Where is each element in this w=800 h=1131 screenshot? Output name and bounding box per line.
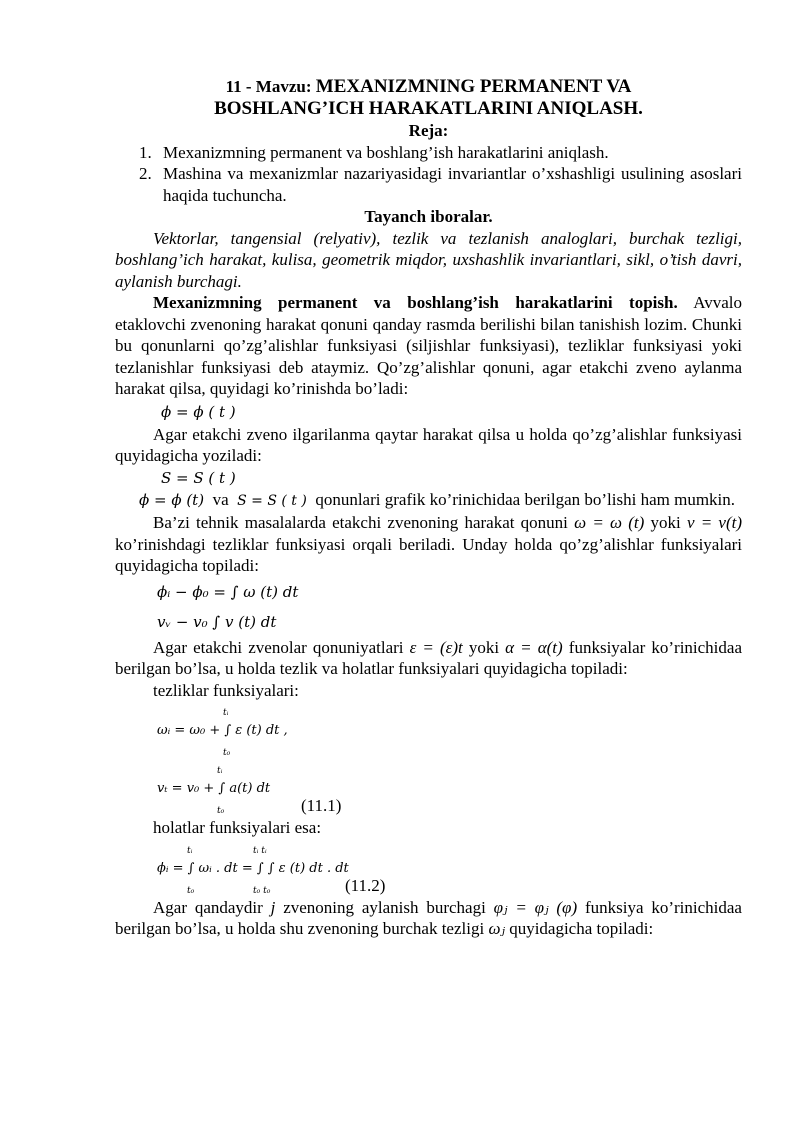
tayanch-keywords: Vektorlar, tangensial (relyativ), tezlik va tezlanish analoglari, burchak tezligi, boshlang’ich harakat, kulisa, geometrik miqdor, uxshashlik invariantlari, sikl, o’tish davri, aylanish burchagi.	[115, 228, 742, 291]
list-number: 2.	[139, 164, 152, 183]
formula-text: ϕᵢ − ϕ₀ = ∫ ω (t) dt	[157, 582, 299, 601]
title-line2: BOSHLANG’ICH HARAKATLARINI ANIQLASH.	[214, 97, 643, 119]
list-item-text: Mexanizmning permanent va boshlang’ish harakatlarini aniqlash.	[163, 142, 609, 162]
integral-upper-limit: tᵢ	[223, 708, 229, 718]
equation-number: (11.2)	[345, 875, 386, 895]
paragraph-text: Agar etakchi zvenolar qonuniyatlari	[153, 637, 410, 657]
formula-v-block	[115, 759, 742, 817]
paragraph-angle	[115, 897, 742, 940]
integral-upper-limit: tᵢ	[217, 766, 223, 776]
integral-upper-limit: tᵢ	[187, 845, 193, 856]
paragraph-text: quyidagicha topiladi:	[504, 919, 654, 938]
page-title	[115, 76, 742, 98]
integral-lower-limit: t₀	[187, 885, 195, 896]
paragraph-acceleration	[115, 637, 742, 680]
formula-inline: ωⱼ	[488, 919, 505, 938]
formula-text: vₜ = v₀ + ∫ a(t) dt	[157, 781, 271, 796]
formula-text: vᵥ − v₀ ∫ v (t) dt	[157, 612, 277, 631]
formula-omega-block	[115, 701, 742, 759]
formula-v-integral	[115, 607, 742, 637]
title-prefix: 11 - Mavzu:	[225, 77, 312, 96]
formula-text: ϕ = ϕ ( t )	[161, 402, 236, 421]
formula-inline: S = S ( t )	[237, 492, 307, 509]
paragraph-text: qonunlari grafik ko’rinichidaa berilgan bo’lishi ham mumkin.	[315, 489, 736, 509]
paragraph-text: zvenoning aylanish burchagi	[275, 897, 494, 917]
integral-lower-limit: t₀	[217, 806, 225, 816]
formula-inline: ω = ω (t)	[574, 513, 645, 532]
formula-text: ωᵢ = ω₀ + ∫ ε (t) dt ,	[157, 723, 288, 738]
paragraph-position-functions: holatlar funksiyalari esa:	[153, 818, 322, 837]
formula-s	[115, 467, 742, 489]
formula-inline: ϕ = ϕ (t)	[139, 490, 205, 509]
reja-item-1	[115, 142, 742, 164]
integral-upper-limit: tᵢ tᵢ	[253, 845, 267, 856]
paragraph-text: Ba’zi tehnik masalalarda etakchi zvenoning harakat qonuni	[153, 513, 575, 532]
formula-inline: φⱼ = φⱼ (φ)	[493, 897, 578, 917]
tayanch-heading: Tayanch iboralar.	[364, 207, 493, 226]
formula-inline: v = v(t)	[686, 513, 742, 532]
reja-list	[115, 142, 742, 207]
integral-lower-limit: t₀ t₀	[253, 885, 271, 896]
title-line1: MEXANIZMNING PERMANENT VA	[315, 76, 632, 97]
list-item-text: Mashina va mexanizmlar nazariyasidagi invariantlar o’xshashligi usulining asoslari haqida tuchuncha.	[163, 164, 742, 205]
formula-text: S = S ( t )	[161, 468, 236, 487]
formula-inline: j	[270, 897, 276, 917]
paragraph-text: yoki	[462, 637, 506, 657]
formula-phi-block	[115, 839, 742, 897]
integral-lower-limit: t₀	[223, 748, 231, 758]
formula-text: ϕᵢ = ∫ ωᵢ . dt = ∫ ∫ ε (t) dt . dt	[157, 860, 349, 876]
paragraph-text: funksiya ko’rinichidaa berilgan bo’lsa, u holda shu zvenoning burchak tezligi	[115, 897, 742, 938]
paragraph-velocity-functions: tezliklar funksiyalari:	[153, 680, 299, 700]
paragraph-velocity	[115, 512, 742, 577]
paragraph-intro	[115, 292, 742, 400]
paragraph-text: va	[212, 489, 229, 509]
document-page	[115, 76, 742, 940]
paragraph-text: yoki	[644, 513, 687, 532]
paragraph-graphic	[115, 489, 742, 513]
reja-heading: Reja:	[408, 121, 449, 140]
paragraph-text: Avvalo etaklovchi zvenoning harakat qonuni qanday rasmda berilishi bilan tanishish lozim. Chunki bu qonunlarni qo’zg’alishlar funksiyasi (siljishlar funksiyasi), tezliklar funksiyasi yoki tezlanishlar funksiyasi deb ataymiz. Qo’zg’alishlar qonuni, agar etakchi zveno aylanma harakat qilsa, quyidagi ko’rinishda bo’ladi:	[115, 293, 742, 398]
formula-phi	[115, 400, 742, 424]
paragraph-translational: Agar etakchi zveno ilgarilanma qaytar harakat qilsa u holda qo’zg’alishlar funksiyasi quyidagicha yoziladi:	[115, 424, 742, 465]
formula-phi-integral	[115, 577, 742, 607]
paragraph-text: ko’rinishdagi tezliklar funksiyasi orqali beriladi. Unday holda qo’zg’alishlar funksiyalari quyidagicha topiladi:	[115, 534, 742, 575]
paragraph-text: funksiyalar ko’rinichidaa berilgan bo’lsa, u holda tezlik va holatlar funksiyalari quyidagicha topiladi:	[115, 637, 742, 678]
paragraph-text: Agar qandaydir	[153, 897, 271, 917]
list-number: 1.	[139, 142, 152, 162]
equation-number: (11.1)	[301, 796, 342, 815]
formula-inline: ε = (ε)t	[409, 637, 463, 657]
section-heading: Mexanizmning permanent va boshlang’ish harakatlarini topish.	[153, 293, 678, 312]
reja-item-2	[115, 163, 742, 206]
formula-inline: α = α(t)	[505, 637, 563, 657]
